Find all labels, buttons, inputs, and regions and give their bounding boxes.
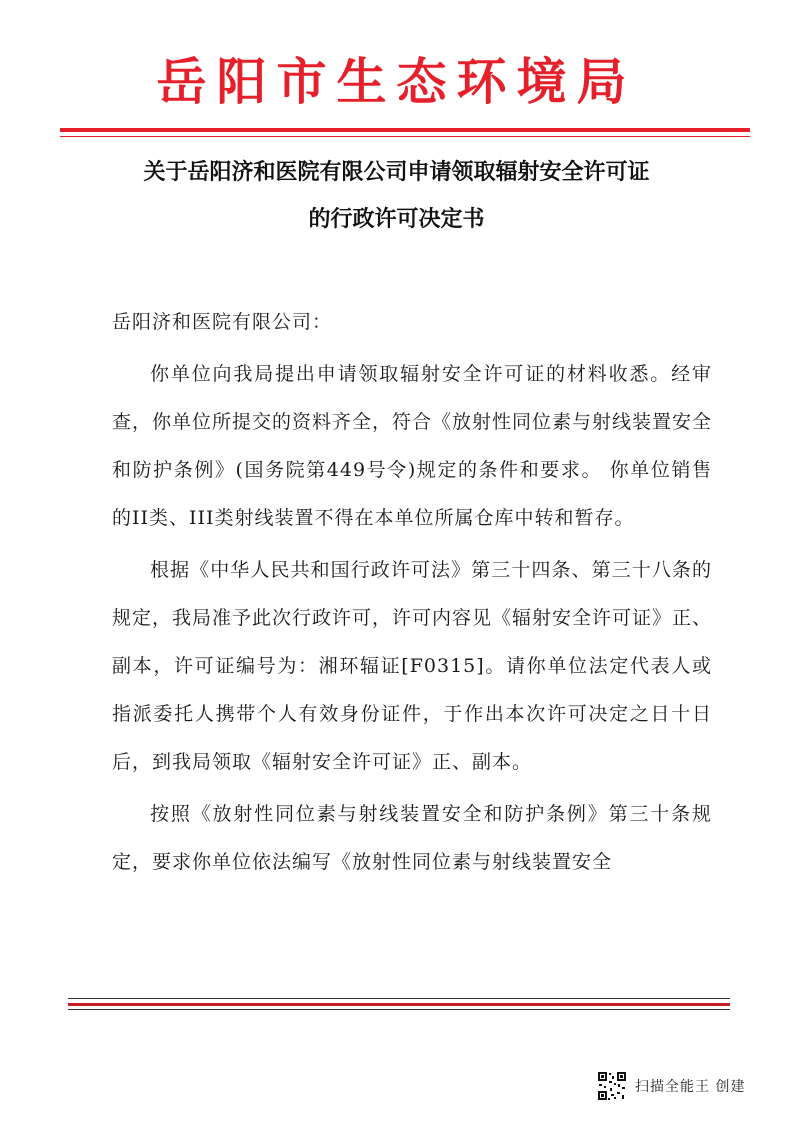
watermark-text: 扫描全能王 创建	[635, 1079, 746, 1095]
scanner-watermark	[597, 1070, 745, 1102]
salutation: 岳阳济和医院有限公司：	[112, 311, 333, 333]
letterhead: 岳阳市生态环境局	[156, 52, 637, 111]
footer-rule-thin-bottom	[68, 1009, 730, 1010]
document-title-line-1: 关于岳阳济和医院有限公司申请领取辐射安全许可证	[143, 160, 650, 185]
paragraph-3: 按照《放射性同位素与射线装置安全和防护条例》第三十条规定，要求你单位依法编写《放射性同位素与射线装置安全	[112, 803, 712, 873]
footer-rule-thin-top	[68, 998, 730, 999]
document-title-line-2: 的行政许可决定书	[308, 207, 485, 232]
footer-rule-thick	[68, 1003, 730, 1006]
paragraph-1: 你单位向我局提出申请领取辐射安全许可证的材料收悉。经审查，你单位所提交的资料齐全，符合《放射性同位素与射线装置安全和防护条例》(国务院第449号令)规定的条件和要求。 你单位销售的II类、III类射线装置不得在本单位所属仓库中转和暂存。	[112, 363, 713, 529]
letterhead-rule-thick	[60, 128, 750, 132]
paragraph-2: 根据《中华人民共和国行政许可法》第三十四条、第三十八条的规定，我局准予此次行政许可，许可内容见《辐射安全许可证》正、副本，许可证编号为：湘环辐证[F0315]。请你单位法定代表人或指派委托人携带个人有效身份证件，于作出本次许可决定之日十日后，到我局领取《辐射安全许可证》正、副本。	[112, 559, 713, 773]
letterhead-rule-thin	[60, 136, 750, 137]
qr-code-icon	[597, 1071, 627, 1101]
document-body	[112, 298, 712, 886]
